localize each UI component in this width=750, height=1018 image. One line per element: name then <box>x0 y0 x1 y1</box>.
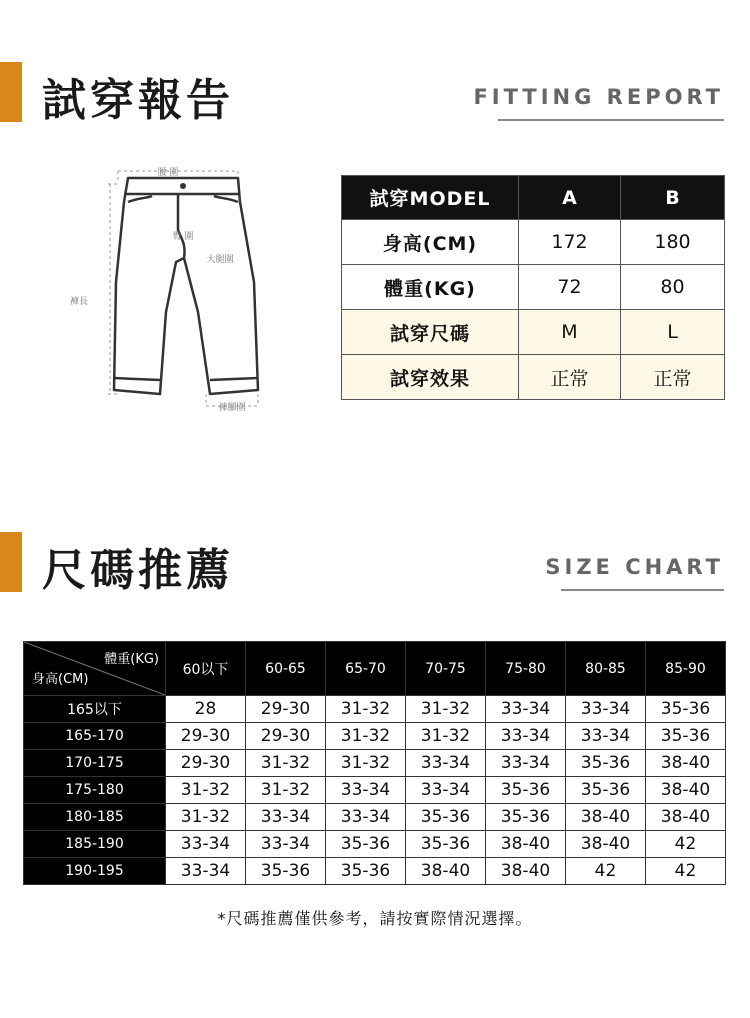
size-cell: 35-36 <box>566 777 646 804</box>
fitting-row-size <box>342 310 725 355</box>
size-cell: 35-36 <box>326 858 406 885</box>
size-cell: 38-40 <box>486 858 566 885</box>
size-cell: 31-32 <box>326 696 406 723</box>
size-chart-body <box>24 696 726 885</box>
weight-header: 85-90 <box>646 642 726 696</box>
size-cell: 35-36 <box>406 831 486 858</box>
height-row-header: 170-175 <box>24 750 166 777</box>
fitting-row-label: 試穿效果 <box>342 355 519 400</box>
size-cell: 28 <box>166 696 246 723</box>
size-cell: 42 <box>646 858 726 885</box>
size-cell: 33-34 <box>566 723 646 750</box>
fitting-row-weight <box>342 265 725 310</box>
size-cell: 38-40 <box>566 831 646 858</box>
height-row-header: 185-190 <box>24 831 166 858</box>
height-row-header: 175-180 <box>24 777 166 804</box>
fitting-header-model: 試穿MODEL <box>342 176 519 220</box>
size-cell: 42 <box>646 831 726 858</box>
size-cell: 33-34 <box>406 750 486 777</box>
size-chart-header-row <box>24 642 726 696</box>
fitting-table-header-row <box>342 176 725 220</box>
size-chart-row <box>24 858 726 885</box>
size-cell: 35-36 <box>246 858 326 885</box>
size-cell: 38-40 <box>646 777 726 804</box>
size-section-accent-bar <box>0 532 22 592</box>
size-cell: 35-36 <box>326 831 406 858</box>
weight-header: 60-65 <box>246 642 326 696</box>
size-cell: 31-32 <box>166 777 246 804</box>
size-chart-note: *尺碼推薦僅供參考，請按實際情況選擇。 <box>217 909 533 928</box>
fitting-cell-a: 172 <box>519 220 621 265</box>
fitting-row-effect <box>342 355 725 400</box>
height-row-header: 165以下 <box>24 696 166 723</box>
label-hip: 臀 圍 <box>172 232 194 242</box>
size-cell: 35-36 <box>566 750 646 777</box>
size-cell: 33-34 <box>246 804 326 831</box>
size-section-title: 尺碼推薦 <box>42 545 234 596</box>
fitting-header-a: A <box>519 176 621 220</box>
size-cell: 38-40 <box>486 831 566 858</box>
fitting-row-label: 身高(CM) <box>342 220 519 265</box>
size-cell: 33-34 <box>326 777 406 804</box>
fitting-report-table <box>341 175 725 400</box>
label-thigh: 大腿圍 <box>206 255 234 265</box>
fitting-cell-a: 正常 <box>519 355 621 400</box>
weight-header: 80-85 <box>566 642 646 696</box>
size-cell: 35-36 <box>646 696 726 723</box>
weight-header: 75-80 <box>486 642 566 696</box>
label-hem: 褲腳圍 <box>218 403 246 413</box>
size-chart-table <box>23 641 726 885</box>
fitting-cell-b: 80 <box>621 265 725 310</box>
size-cell: 29-30 <box>246 696 326 723</box>
size-cell: 33-34 <box>406 777 486 804</box>
height-row-header: 190-195 <box>24 858 166 885</box>
size-chart-row <box>24 750 726 777</box>
size-cell: 31-32 <box>166 804 246 831</box>
height-row-header: 180-185 <box>24 804 166 831</box>
size-cell: 42 <box>566 858 646 885</box>
fitting-row-label: 試穿尺碼 <box>342 310 519 355</box>
weight-header: 70-75 <box>406 642 486 696</box>
size-cell: 31-32 <box>406 723 486 750</box>
size-cell: 33-34 <box>486 750 566 777</box>
fitting-header-b: B <box>621 176 725 220</box>
size-cell: 38-40 <box>646 750 726 777</box>
fitting-row-label: 體重(KG) <box>342 265 519 310</box>
size-cell: 33-34 <box>486 696 566 723</box>
fitting-cell-a: 72 <box>519 265 621 310</box>
size-section-title-en: SIZE CHART <box>545 555 724 579</box>
size-cell: 33-34 <box>166 831 246 858</box>
size-cell: 38-40 <box>646 804 726 831</box>
size-cell: 29-30 <box>166 723 246 750</box>
size-cell: 33-34 <box>326 804 406 831</box>
size-chart-corner <box>24 642 166 696</box>
fitting-cell-b: 180 <box>621 220 725 265</box>
size-cell: 33-34 <box>486 723 566 750</box>
fitting-section-title: 試穿報告 <box>42 75 234 126</box>
size-cell: 38-40 <box>406 858 486 885</box>
size-section-rule <box>561 589 724 591</box>
height-row-header: 165-170 <box>24 723 166 750</box>
fitting-cell-b: L <box>621 310 725 355</box>
size-cell: 31-32 <box>246 777 326 804</box>
size-cell: 33-34 <box>566 696 646 723</box>
fitting-cell-a: M <box>519 310 621 355</box>
fitting-section-rule <box>498 119 724 121</box>
label-waist: 腰 圍 <box>157 168 179 178</box>
size-cell: 38-40 <box>566 804 646 831</box>
corner-height-label: 身高(CM) <box>32 672 89 687</box>
size-cell: 31-32 <box>326 723 406 750</box>
weight-header: 65-70 <box>326 642 406 696</box>
fitting-row-height <box>342 220 725 265</box>
size-cell: 35-36 <box>406 804 486 831</box>
fitting-section-accent-bar <box>0 62 22 122</box>
label-length: 褲長 <box>70 297 89 307</box>
size-chart-row <box>24 831 726 858</box>
size-chart-row <box>24 723 726 750</box>
pants-measurement-diagram <box>70 162 270 414</box>
size-chart-row <box>24 804 726 831</box>
size-cell: 35-36 <box>486 777 566 804</box>
size-cell: 31-32 <box>246 750 326 777</box>
size-chart-row <box>24 777 726 804</box>
size-chart-row <box>24 696 726 723</box>
size-cell: 35-36 <box>486 804 566 831</box>
weight-header: 60以下 <box>166 642 246 696</box>
size-cell: 33-34 <box>166 858 246 885</box>
size-cell: 35-36 <box>646 723 726 750</box>
size-cell: 31-32 <box>326 750 406 777</box>
fitting-cell-b: 正常 <box>621 355 725 400</box>
size-cell: 33-34 <box>246 831 326 858</box>
size-cell: 29-30 <box>166 750 246 777</box>
corner-weight-label: 體重(KG) <box>104 652 159 667</box>
fitting-section-title-en: FITTING REPORT <box>473 85 724 109</box>
size-cell: 31-32 <box>406 696 486 723</box>
size-cell: 29-30 <box>246 723 326 750</box>
